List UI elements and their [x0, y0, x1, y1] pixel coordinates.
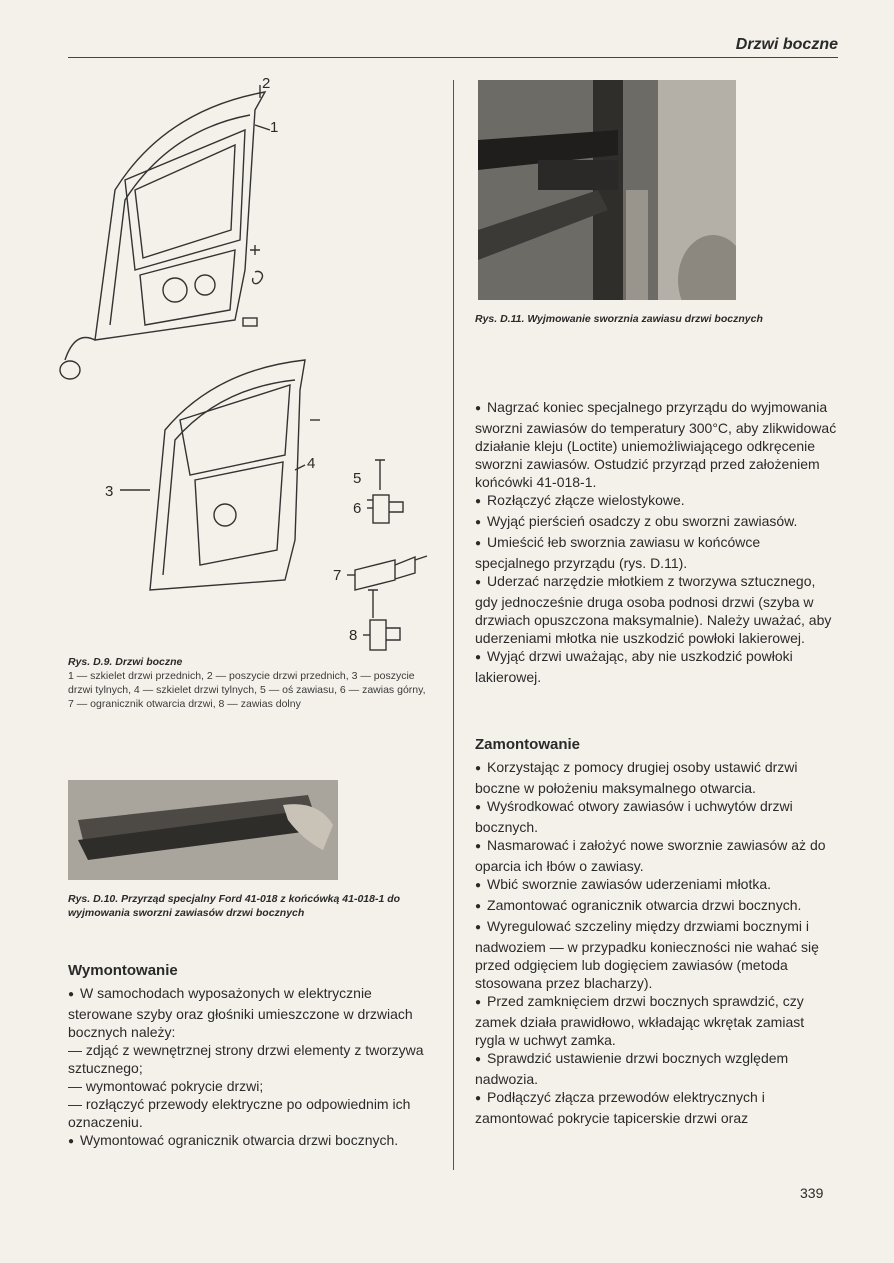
fig-d9-caption-block	[68, 655, 433, 711]
fig-d10-caption: Rys. D.10. Przyrząd specjalny Ford 41-018 z końcówką 41-018-1 do wyjmowania sworzni zawiasów drzwi bocznych	[68, 893, 401, 919]
install-step-9: ● Podłączyć złącza przewodów elektrycznych i zamontować pokrycie tapicerskie drzwi oraz	[475, 1088, 837, 1127]
callout-5: 5	[353, 470, 362, 487]
removal-last: ● Wymontować ogranicznik otwarcia drzwi bocznych.	[68, 1131, 433, 1152]
fig-d11-caption: Rys. D.11. Wyjmowanie sworznia zawiasu drzwi bocznych	[475, 313, 763, 325]
callout-6: 6	[353, 500, 362, 517]
fig-d11-photo	[478, 80, 736, 300]
install-step-2: ● Wyśrodkować otwory zawiasów i uchwytów drzwi bocznych.	[475, 797, 837, 836]
removal-step-2: ● Rozłączyć złącze wielostykowe.	[475, 491, 837, 512]
callout-7: 7	[333, 567, 342, 584]
hinge-removal-image	[478, 80, 736, 300]
removal-step-4: ● Umieścić łeb sworznia zawiasu w końcówce specjalnego przyrządu (rys. D.11).	[475, 533, 837, 572]
removal-section	[68, 962, 433, 1152]
callout-4: 4	[307, 455, 316, 472]
install-step-5: ● Zamontować ogranicznik otwarcia drzwi bocznych.	[475, 896, 837, 917]
page-number: 339	[800, 1185, 824, 1201]
door-exploded-diagram	[55, 70, 440, 670]
fig-d10-photo	[68, 780, 338, 880]
removal-step-3: ● Wyjąć pierścień osadczy z obu sworzni zawiasów.	[475, 512, 837, 533]
fig-d9-legend: 1 — szkielet drzwi przednich, 2 — poszycie drzwi przednich, 3 — poszycie drzwi tylnych, 4 — szkielet drzwi tylnych, 5 — oś zawiasu, 6 — zawias górny, 7 — ogranicznik otwarcia drzwi, 8 — zawias dolny	[68, 670, 426, 710]
column-divider	[453, 80, 454, 1170]
callout-2: 2	[262, 75, 271, 92]
removal-heading: Wymontowanie	[68, 962, 178, 979]
install-heading: Zamontowanie	[475, 736, 581, 753]
install-step-3: ● Nasmarować i założyć nowe sworznie zawiasów aż do oparcia ich łbów o zawiasy.	[475, 836, 837, 875]
install-step-7: ● Przed zamknięciem drzwi bocznych sprawdzić, czy zamek działa prawidłowo, wkładając wkrętak zamiast rygla w uchwyt zamka.	[475, 992, 837, 1049]
install-step-4: ● Wbić sworznie zawiasów uderzeniami młotka.	[475, 875, 837, 896]
install-step-1: ● Korzystając z pomocy drugiej osoby ustawić drzwi boczne w położeniu maksymalnego otwarcia.	[475, 758, 837, 797]
removal-steps	[475, 398, 837, 686]
install-section	[475, 736, 837, 1127]
header-rule	[68, 57, 838, 58]
removal-step-1: ● Nagrzać koniec specjalnego przyrządu do wyjmowania sworzni zawiasów do temperatury 300°C, aby zlikwidować działanie kleju (Loctite) uniemożliwiającego odkręcenie sworzni zawiasów. Ostudzić przyrząd przed założeniem końcówki 41-018-1.	[475, 398, 837, 491]
removal-step-5: ● Uderzać narzędzie młotkiem z tworzywa sztucznego, gdy jednocześnie druga osoba podnosi drzwi (szyba w drzwiach opuszczona maksymalnie). Należy uważać, aby uderzeniami młotka nie uszkodzić powłoki lakierowej.	[475, 572, 837, 647]
install-step-6: ● Wyregulować szczeliny między drzwiami bocznymi i nadwoziem — w przypadku konieczności nie wahać się przed odgięciem lub dogięciem zawiasów (metoda stosowana przez blacharzy).	[475, 917, 837, 992]
removal-dash-3: — rozłączyć przewody elektryczne po odpowiednim ich oznaczeniu.	[68, 1096, 411, 1130]
special-tool-image	[68, 780, 338, 880]
install-step-8: ● Sprawdzić ustawienie drzwi bocznych względem nadwozia.	[475, 1049, 837, 1088]
page-header-title: Drzwi boczne	[735, 36, 838, 53]
callout-3: 3	[105, 483, 114, 500]
callout-1: 1	[270, 119, 279, 136]
fig-d9-caption: Rys. D.9. Drzwi boczne	[68, 656, 183, 668]
callout-8: 8	[349, 627, 358, 644]
removal-intro: ● W samochodach wyposażonych w elektrycznie sterowane szyby oraz głośniki umieszczone w drzwiach bocznych należy:	[68, 984, 433, 1041]
removal-step-6: ● Wyjąć drzwi uważając, aby nie uszkodzić powłoki lakierowej.	[475, 647, 837, 686]
removal-dash-2: — wymontować pokrycie drzwi;	[68, 1078, 264, 1094]
removal-dash-1: — zdjąć z wewnętrznej strony drzwi elementy z tworzywa sztucznego;	[68, 1042, 424, 1076]
